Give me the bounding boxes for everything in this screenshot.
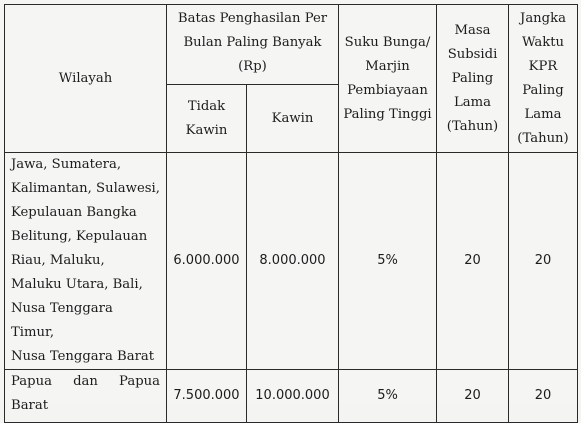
header-batas-penghasilan: Batas Penghasilan Per Bulan Paling Banyak (Rp) [167, 5, 339, 85]
cell-suku-bunga: 5% [339, 153, 437, 370]
wilayah-line: Maluku Utara, Bali, [11, 277, 143, 292]
wilayah-line: Kepulauan Bangka [11, 205, 137, 220]
wilayah-text: Papua dan Papua Barat [5, 370, 166, 418]
cell-jangka-waktu: 20 [509, 153, 578, 370]
cell-kawin: 8.000.000 [247, 153, 339, 370]
header-masa-subsidi: Masa Subsidi Paling Lama (Tahun) [437, 5, 509, 153]
cell-tidak-kawin: 6.000.000 [167, 153, 247, 370]
cell-suku-bunga: 5% [339, 370, 437, 423]
header-tidak-kawin: Tidak Kawin [167, 85, 247, 153]
header-kawin: Kawin [247, 85, 339, 153]
wilayah-line: Nusa Tenggara Barat [11, 349, 155, 364]
wilayah-word: dan [73, 374, 98, 389]
table-row [5, 370, 578, 423]
header-jangka-waktu: Jangka Waktu KPR Paling Lama (Tahun) [509, 5, 578, 153]
wilayah-text [5, 153, 166, 369]
cell-kawin: 10.000.000 [247, 370, 339, 423]
cell-masa-subsidi: 20 [437, 370, 509, 423]
header-suku-bunga: Suku Bunga/ Marjin Pembiayaan Paling Tinggi [339, 5, 437, 153]
cell-jangka-waktu: 20 [509, 370, 578, 423]
cell-wilayah [5, 370, 167, 423]
header-row-1 [5, 5, 578, 85]
cell-tidak-kawin: 7.500.000 [167, 370, 247, 423]
header-wilayah: Wilayah [5, 5, 167, 153]
wilayah-word: Papua [119, 374, 160, 389]
cell-wilayah [5, 153, 167, 370]
kpr-subsidy-table [4, 4, 578, 423]
wilayah-line: Kalimantan, Sulawesi, [11, 181, 160, 196]
wilayah-line: Jawa, Sumatera, [11, 157, 122, 172]
wilayah-line: Nusa Tenggara Timur, [11, 301, 113, 340]
wilayah-line: Belitung, Kepulauan [11, 229, 148, 244]
cell-masa-subsidi: 20 [437, 153, 509, 370]
wilayah-line: Riau, Maluku, [11, 253, 105, 268]
wilayah-word: Papua [11, 374, 52, 389]
table-row [5, 153, 578, 370]
